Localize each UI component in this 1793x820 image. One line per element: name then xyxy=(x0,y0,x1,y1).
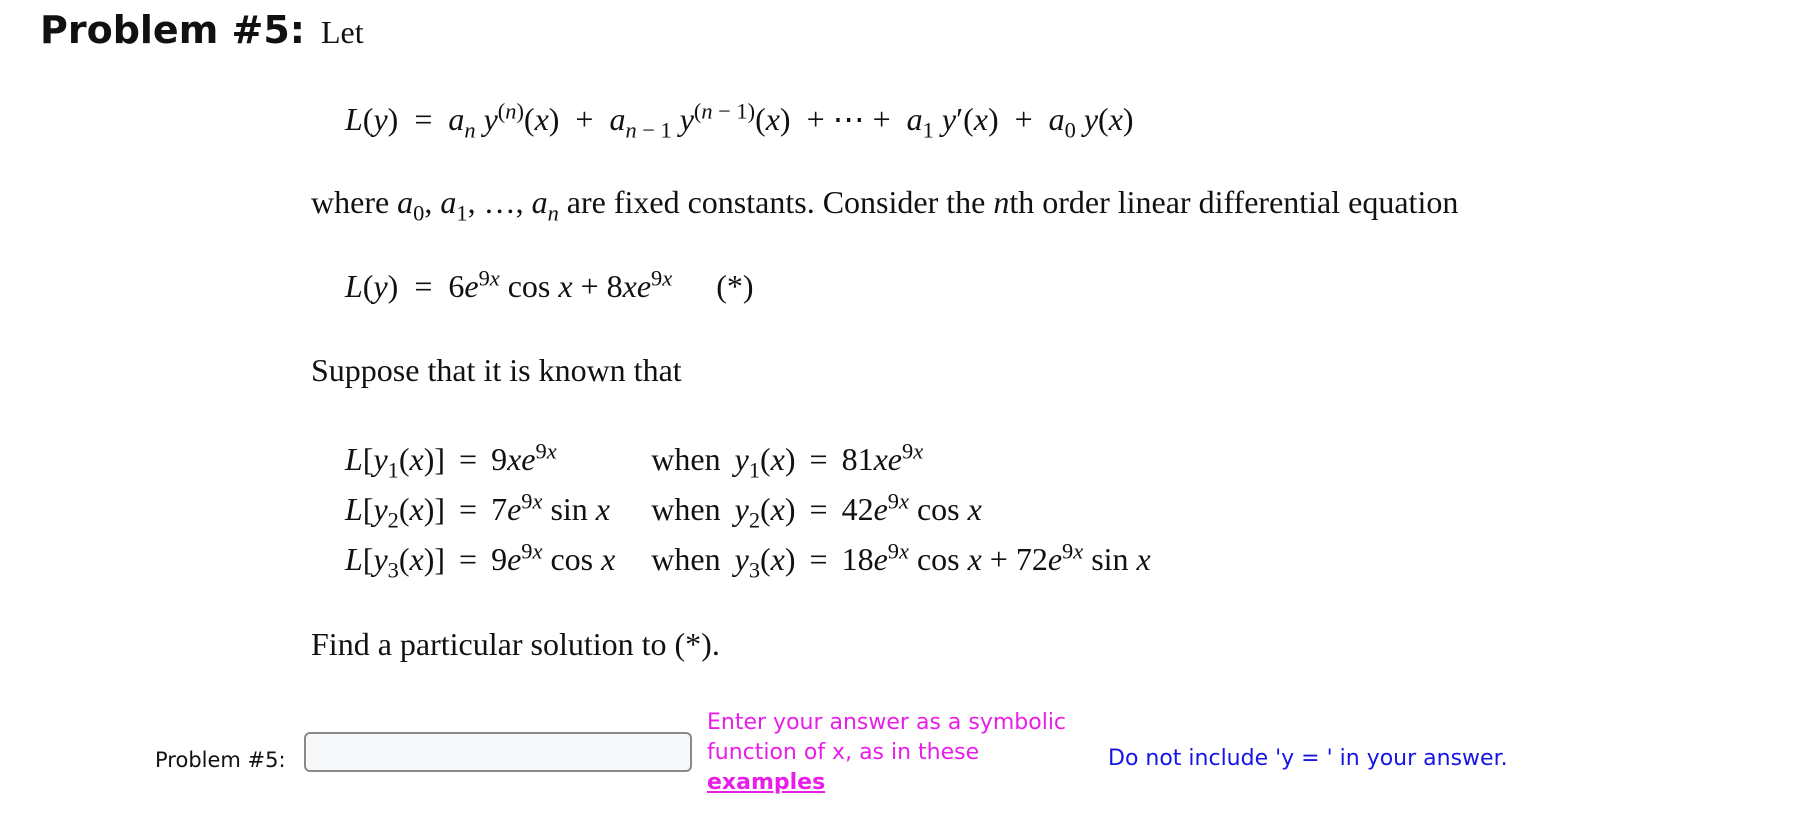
star-label: (*) xyxy=(716,268,754,304)
constants-sentence: where $a_0$, $a_1$, …, $a_n$ are fixed constants. Consider the nth order linear differential equation xyxy=(311,184,1459,226)
answer-label: Problem #5: xyxy=(155,748,286,772)
find-text: Find a particular solution to (*). xyxy=(311,626,720,662)
differential-equation: $L(y) = 6e^{9x}$ $\cos x + 8xe^{9x}$ (*) xyxy=(345,265,754,304)
when-label: when xyxy=(651,540,721,577)
answer-input[interactable] xyxy=(304,732,692,772)
hint-text: Enter your answer as a symbolic function of x, as in these xyxy=(707,710,1067,765)
known-results xyxy=(345,434,1151,584)
when-label: when xyxy=(651,490,721,527)
problem-lead: Let xyxy=(321,14,364,50)
problem-heading xyxy=(40,8,364,52)
when-label: when xyxy=(651,440,721,477)
known-row: $L[y_2(x)]$ = $7e^{9x}$ sin x when $y_2(x)$ = $42e^{9x}$ cos x xyxy=(345,484,1151,534)
where-suffix: are fixed constants. Consider the xyxy=(566,184,986,220)
known-row: $L[y_1(x)]$ = $9xe^{9x}$ when $y_1(x)$ = $81xe^{9x}$ xyxy=(345,434,1151,484)
answer-note: Do not include 'y = ' in your answer. xyxy=(1108,746,1508,771)
suppose-text: Suppose that it is known that xyxy=(311,352,682,388)
problem-title: Problem #5: xyxy=(40,8,305,52)
answer-hint xyxy=(707,708,1087,798)
nth-suffix: th order linear differential equation xyxy=(1009,184,1459,220)
known-row: $L[y_3(x)]$ = $9e^{9x}$ cos x when $y_3(x)$ = $18e^{9x}$ $\cos x + 72e^{9x}$ sin x xyxy=(345,534,1151,584)
where-prefix: where xyxy=(311,184,390,220)
operator-definition: $L(y) = a_n$ $y^{(n)}(x) + a_{n - 1}$ $y^{(n - 1)}(x)$ + ⋯ + $a_1$ $y'(x) + a_0$ y(x) xyxy=(345,98,1134,143)
answer-row xyxy=(0,708,1793,808)
examples-link[interactable]: examples xyxy=(707,770,826,795)
